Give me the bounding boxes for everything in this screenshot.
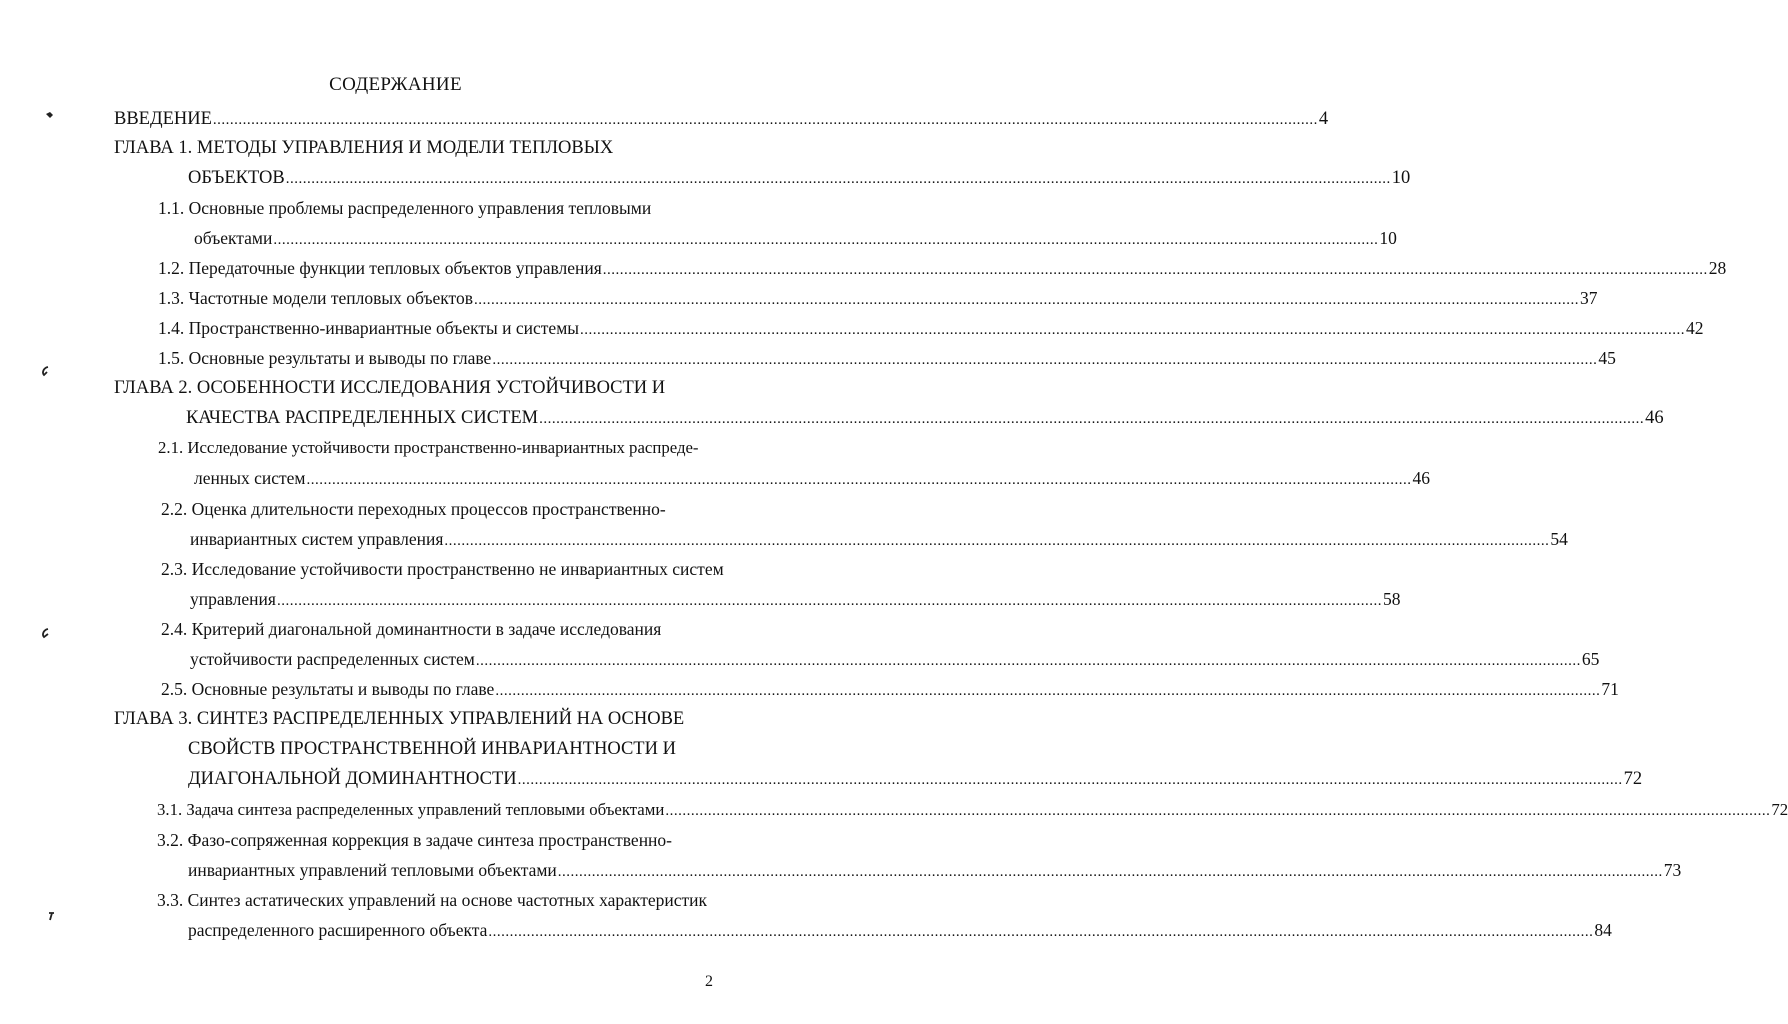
toc-chapter-2-heading[interactable]: ГЛАВА 2. ОСОБЕННОСТИ ИССЛЕДОВАНИЯ УСТОЙЧИВОСТИ И (114, 378, 666, 398)
leader-dots: .................................................................................................................................................................................................................................................................... (557, 864, 1663, 880)
toc-section-1-1-heading[interactable]: 1.1. Основные проблемы распределенного управления тепловыми (158, 198, 652, 218)
toc-section-3-2-heading[interactable]: 3.2. Фазо-сопряженная коррекция в задаче синтеза пространственно- (157, 830, 673, 850)
toc-section-3-3-entry[interactable]: распределенного расширенного объекта .................................................................................................................................................................................................................................................................... 84 (188, 917, 710, 943)
toc-section-1-3[interactable]: 1.3. Частотные модели тепловых объектов .................................................................................................................................................................................................................................................................... 37 (158, 285, 714, 311)
leader-dots: .................................................................................................................................................................................................................................................................... (517, 772, 1623, 788)
toc-section-3-2-entry[interactable]: инвариантных управлений тепловыми объектами .................................................................................................................................................................................................................................................................... 73 (188, 857, 714, 883)
toc-chapter-3-heading-cont[interactable]: СВОЙСТВ ПРОСТРАНСТВЕННОЙ ИНВАРИАНТНОСТИ И (188, 739, 676, 759)
toc-section-2-2-heading[interactable]: 2.2. Оценка длительности переходных процессов пространственно- (161, 499, 666, 519)
leader-dots: .................................................................................................................................................................................................................................................................... (306, 472, 1412, 488)
leader-dots: .................................................................................................................................................................................................................................................................... (444, 533, 1550, 549)
leader-dots: .................................................................................................................................................................................................................................................................... (273, 232, 1379, 248)
toc-section-2-3-entry[interactable]: управления .................................................................................................................................................................................................................................................................... 58 (190, 586, 714, 612)
toc-section-3-1[interactable]: 3.1. Задача синтеза распределенных управлений тепловыми объектами .................................................................................................................................................................................................................................................................... 72 (157, 797, 714, 823)
toc-section-2-4-heading[interactable]: 2.4. Критерий диагональной доминантности в задаче исследования (161, 619, 662, 639)
toc-section-2-3-heading[interactable]: 2.3. Исследование устойчивости пространственно не инвариантных систем (161, 559, 724, 579)
toc-chapter-3-heading[interactable]: ГЛАВА 3. СИНТЕЗ РАСПРЕДЕЛЕННЫХ УПРАВЛЕНИЙ НА ОСНОВЕ (114, 709, 685, 729)
toc-chapter-1-heading[interactable]: ГЛАВА 1. МЕТОДЫ УПРАВЛЕНИЯ И МОДЕЛИ ТЕПЛОВЫХ (114, 138, 614, 158)
toc-entry-introduction[interactable]: ВВЕДЕНИЕ .................................................................................................................................................................................................................................................................... 4 (114, 106, 709, 132)
toc-section-2-5[interactable]: 2.5. Основные результаты и выводы по главе .................................................................................................................................................................................................................................................................... 71 (161, 676, 711, 702)
scan-mark-icon (40, 627, 52, 639)
toc-section-1-2[interactable]: 1.2. Передаточные функции тепловых объектов управления .................................................................................................................................................................................................................................................................... 28 (158, 255, 713, 281)
leader-dots: .................................................................................................................................................................................................................................................................... (474, 292, 1579, 308)
scan-mark-icon (44, 110, 56, 122)
leader-dots: .................................................................................................................................................................................................................................................................... (488, 924, 1594, 940)
leader-dots: .................................................................................................................................................................................................................................................................... (665, 803, 1771, 819)
toc-section-1-5[interactable]: 1.5. Основные результаты и выводы по главе .................................................................................................................................................................................................................................................................... 45 (158, 345, 713, 371)
leader-dots: .................................................................................................................................................................................................................................................................... (276, 593, 1382, 609)
leader-dots: .................................................................................................................................................................................................................................................................... (212, 112, 1318, 128)
toc-section-1-1-entry[interactable]: объектами .................................................................................................................................................................................................................................................................... 10 (194, 225, 711, 251)
scan-mark-icon (40, 365, 52, 377)
toc-chapter-3-entry[interactable]: ДИАГОНАЛЬНОЙ ДОМИНАНТНОСТИ .................................................................................................................................................................................................................................................................... 72 (188, 766, 712, 792)
leader-dots: .................................................................................................................................................................................................................................................................... (602, 262, 1708, 278)
toc-chapter-1-entry[interactable]: ОБЪЕКТОВ .................................................................................................................................................................................................................................................................... 10 (188, 165, 710, 191)
leader-dots: .................................................................................................................................................................................................................................................................... (580, 322, 1686, 338)
toc-section-1-4[interactable]: 1.4. Пространственно-инвариантные объекты и системы .................................................................................................................................................................................................................................................................... 42 (158, 315, 713, 341)
toc-title: СОДЕРЖАНИЕ (329, 74, 462, 95)
toc-chapter-2-entry[interactable]: КАЧЕСТВА РАСПРЕДЕЛЕННЫХ СИСТЕМ .................................................................................................................................................................................................................................................................... 46 (186, 405, 712, 431)
leader-dots: .................................................................................................................................................................................................................................................................... (539, 411, 1645, 427)
leader-dots: .................................................................................................................................................................................................................................................................... (475, 653, 1581, 669)
leader-dots: .................................................................................................................................................................................................................................................................... (285, 171, 1391, 187)
toc-section-2-1-heading[interactable]: 2.1. Исследование устойчивости пространственно-инвариантных распреде- (158, 438, 699, 457)
leader-dots: .................................................................................................................................................................................................................................................................... (492, 352, 1598, 368)
toc-section-2-2-entry[interactable]: инвариантных систем управления .................................................................................................................................................................................................................................................................... 54 (190, 526, 709, 552)
leader-dots: .................................................................................................................................................................................................................................................................... (495, 683, 1601, 699)
toc-section-2-1-entry[interactable]: ленных систем .................................................................................................................................................................................................................................................................... 46 (194, 465, 716, 491)
scan-mark-icon (46, 910, 58, 922)
toc-section-3-3-heading[interactable]: 3.3. Синтез астатических управлений на основе частотных характеристик (157, 890, 708, 910)
toc-section-2-4-entry[interactable]: устойчивости распределенных систем .................................................................................................................................................................................................................................................................... 65 (190, 646, 714, 672)
page-number: 2 (705, 973, 713, 990)
